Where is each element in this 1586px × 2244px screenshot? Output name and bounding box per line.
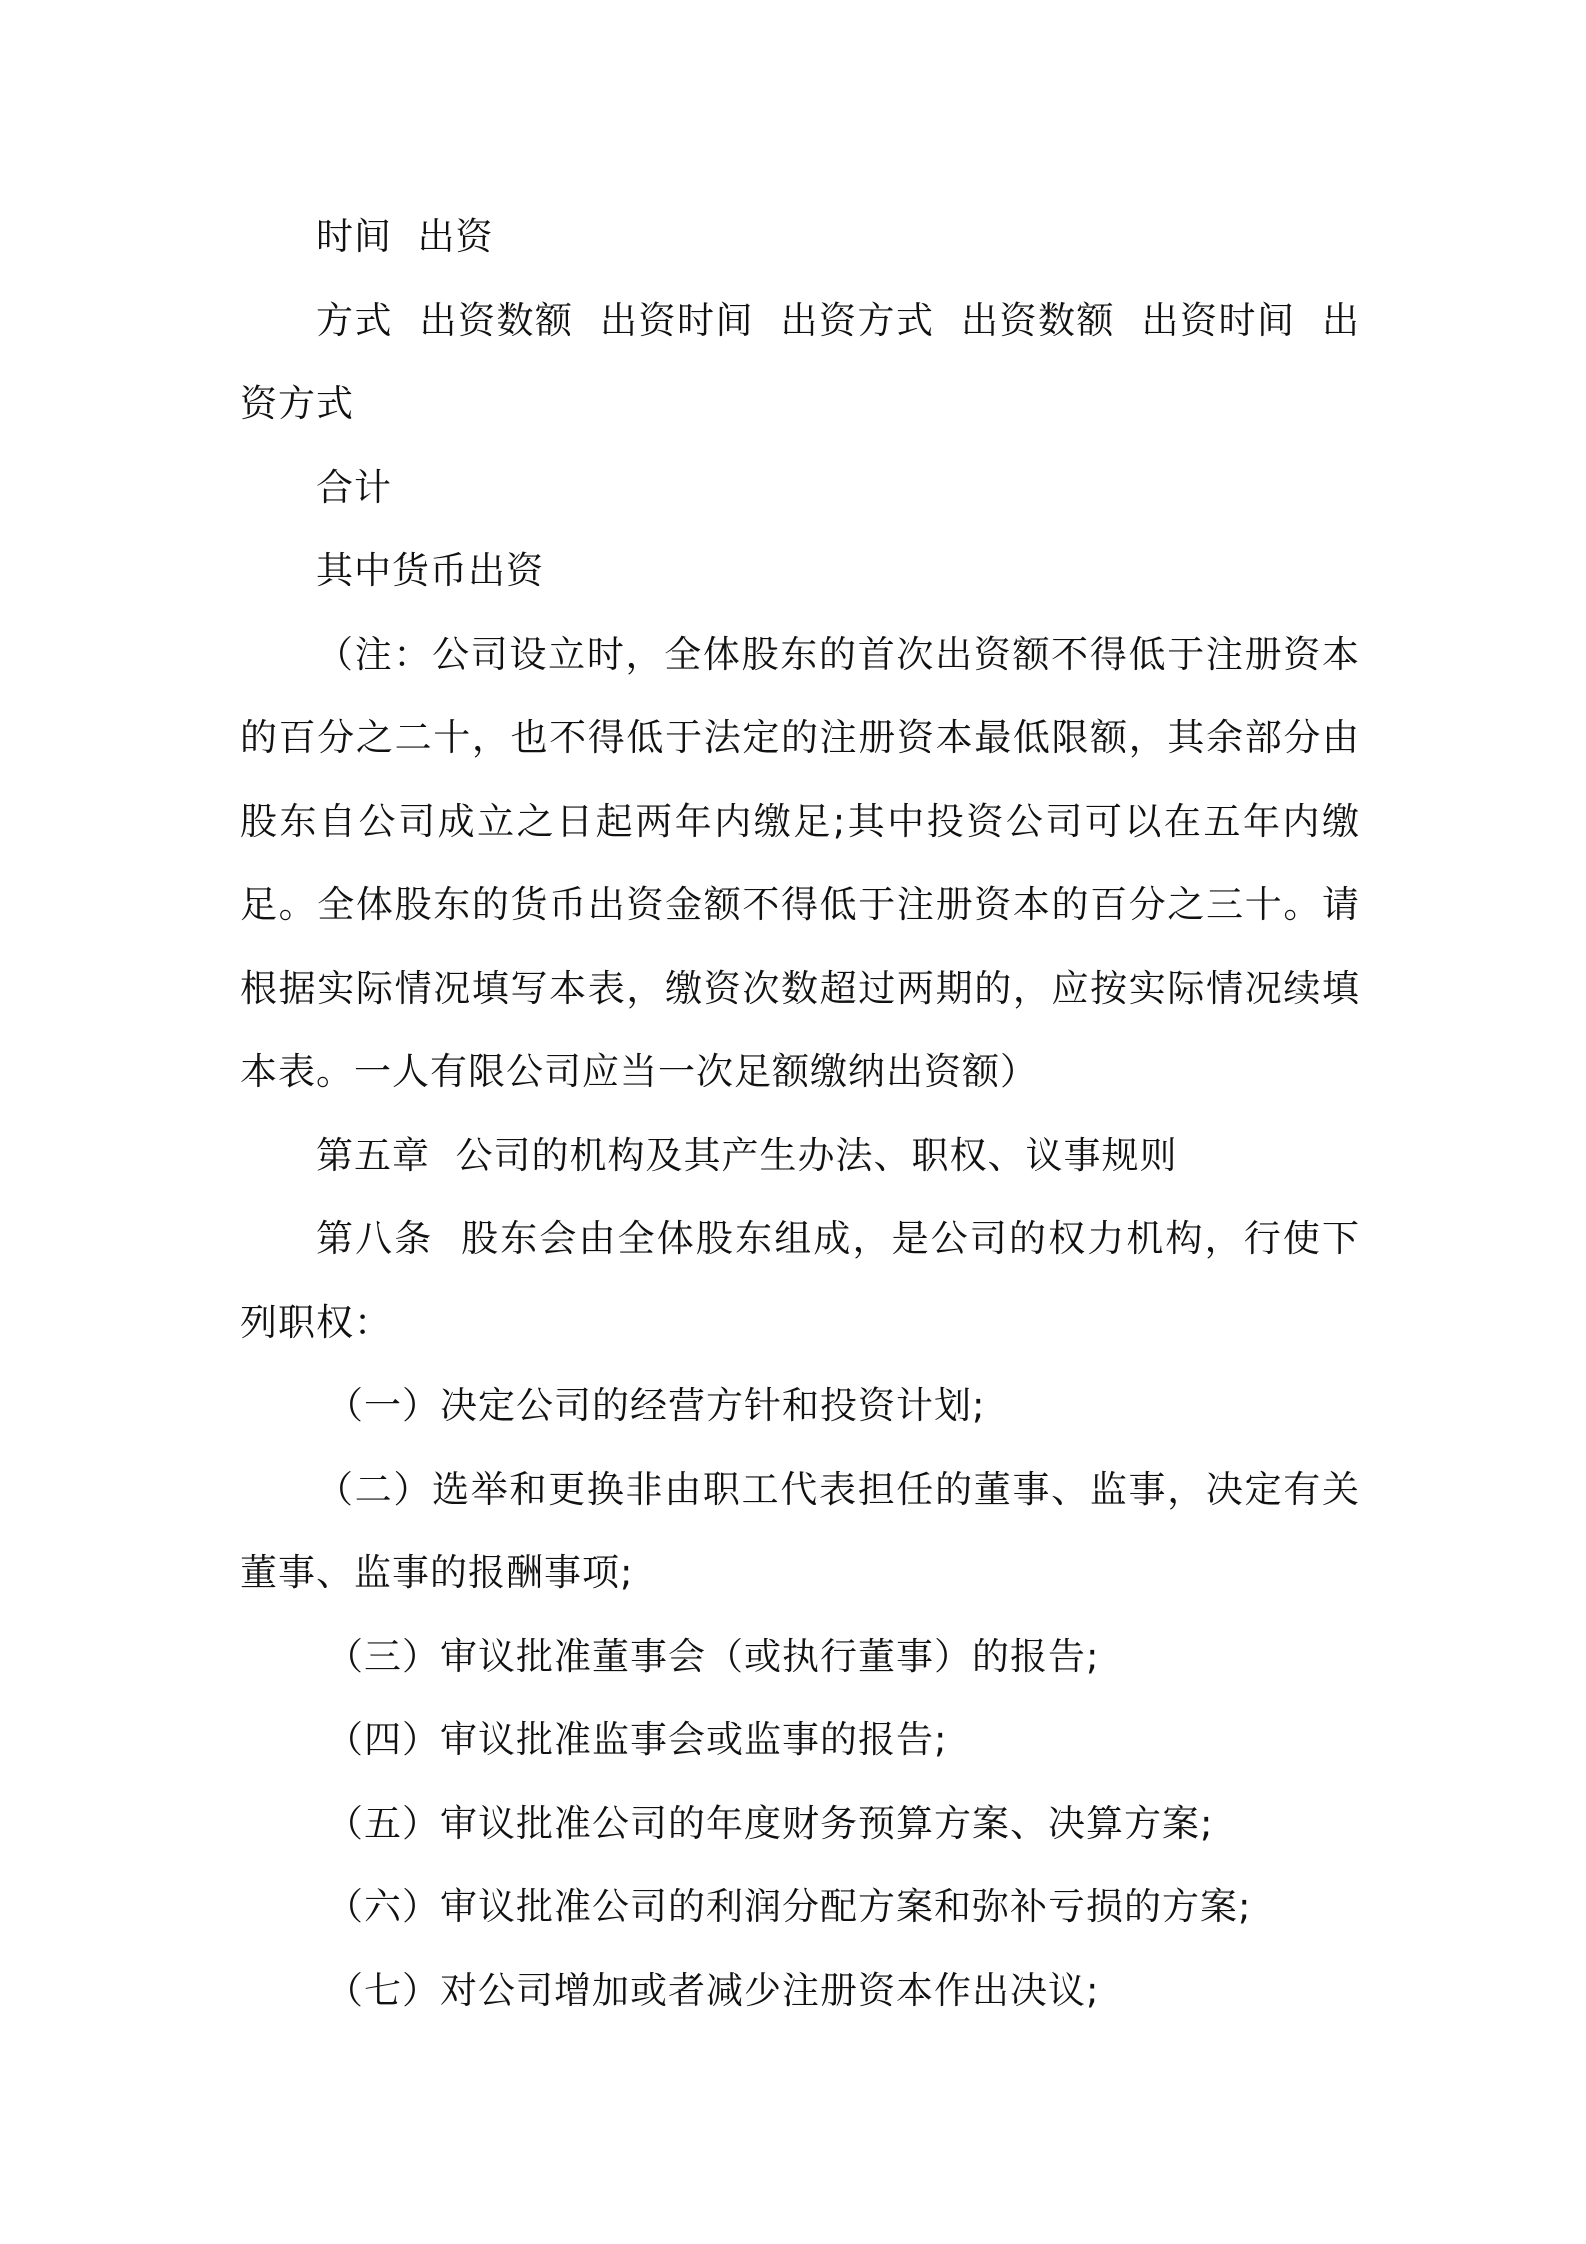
list-item: （二）选举和更换非由职工代表担任的董事、监事，决定有关董事、监事的报酬事项; bbox=[240, 1467, 1360, 1594]
chapter-heading: 第五章 公司的机构及其产生办法、职权、议事规则 bbox=[316, 1133, 1178, 1177]
paragraph-total: 合计 bbox=[316, 465, 392, 509]
list-item: （五）审议批准公司的年度财务预算方案、决算方案; bbox=[326, 1801, 1214, 1845]
document-body bbox=[240, 195, 1360, 2032]
list-item: （七）对公司增加或者减少注册资本作出决议; bbox=[326, 1968, 1100, 2012]
list-item: （六）审议批准公司的利润分配方案和弥补亏损的方案; bbox=[326, 1885, 1252, 1928]
paragraph-note: （注：公司设立时，全体股东的首次出资额不得低于注册资本的百分之二十，也不得低于法定的注册资本最低限额，其余部分由股东自公司成立之日起两年内缴足;其中投资公司可以在五年内缴足。全体股东的货币出资金额不得低于注册资本的百分之三十。请根据实际情况填写本表，缴资次数超过两期的，应按实际情况续填本表。一人有限公司应当一次足额缴纳出资额） bbox=[240, 632, 1360, 1093]
paragraph-time-contribution: 时间 出资 bbox=[316, 215, 494, 258]
article-eight: 第八条 股东会由全体股东组成，是公司的权力机构，行使下列职权： bbox=[240, 1217, 1360, 1344]
list-item: （一）决定公司的经营方针和投资计划; bbox=[326, 1384, 986, 1427]
list-item: （三）审议批准董事会（或执行董事）的报告; bbox=[326, 1634, 1100, 1678]
list-item: （四）审议批准监事会或监事的报告; bbox=[326, 1718, 948, 1761]
paragraph-monetary-contribution: 其中货币出资 bbox=[316, 549, 544, 592]
paragraph-contribution-columns: 方式 出资数额 出资时间 出资方式 出资数额 出资时间 出资方式 bbox=[240, 298, 1360, 425]
